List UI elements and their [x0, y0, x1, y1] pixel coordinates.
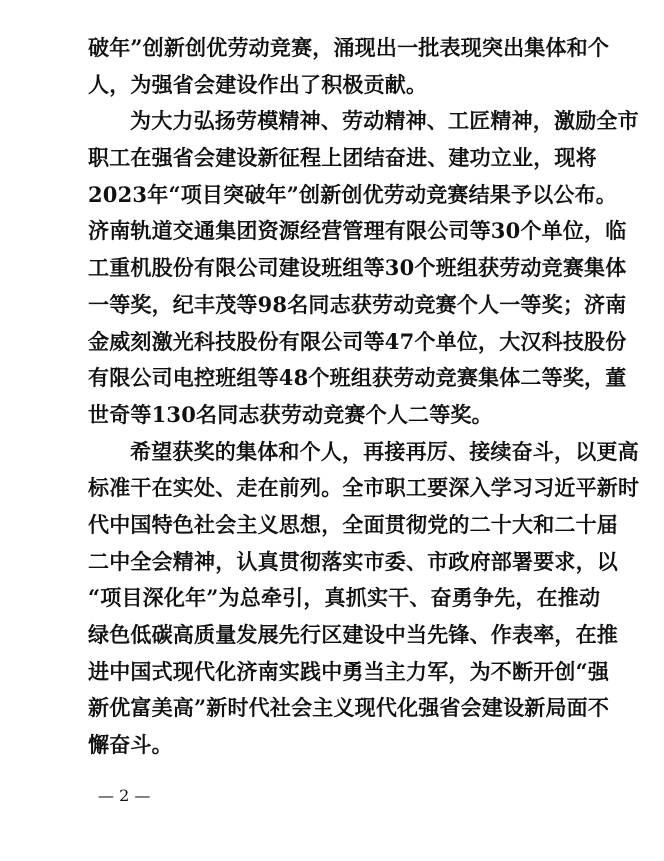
paragraph-line: 职工在强省会建设新征程上团结奋进、建功立业，现将: [88, 145, 597, 171]
paragraph-line: 二中全会精神，认真贯彻落实市委、市政府部署要求，以: [88, 548, 618, 574]
paragraph-line: 2023年“项目突破年”创新创优劳动竞赛结果予以公布。: [88, 181, 618, 207]
paragraph-line: 为大力弘扬劳模精神、劳动精神、工匠精神，激励全市: [130, 108, 639, 134]
paragraph-line: 绿色低碳高质量发展先行区建设中当先锋、作表率，在推: [88, 622, 618, 647]
paragraph-line: 金威刻激光科技股份有限公司等47个单位，大汉科技股份: [88, 328, 627, 354]
paragraph-line: 懈奋斗。: [88, 732, 173, 758]
paragraph-line: 一等奖，纪丰茂等98名同志获劳动竞赛个人一等奖；济南: [88, 291, 627, 317]
paragraph-line: 进中国式现代化济南实践中勇当主力军，为不断开创“强: [88, 658, 610, 684]
paragraph-line: 有限公司电控班组等48个班组获劳动竞赛集体二等奖，董: [88, 365, 627, 391]
paragraph-line: 标准干在实处、走在前列。全市职工要深入学习习近平新时: [88, 475, 640, 501]
body-text: [88, 30, 640, 764]
paragraph-line: 济南轨道交通集团资源经营管理有限公司等30个单位，临: [88, 218, 627, 244]
paragraph-line: 希望获奖的集体和个人，再接再厉、接续奋斗，以更高: [130, 438, 639, 464]
paragraph-line: “项目深化年”为总牵引，真抓实干、奋勇争先，在推动: [88, 585, 601, 611]
paragraph-line: 代中国特色社会主义思想，全面贯彻党的二十大和二十届: [88, 511, 618, 537]
paragraph-line: 新优富美高”新时代社会主义现代化强省会建设新局面不: [88, 695, 610, 721]
paragraph-line: 工重机股份有限公司建设班组等30个班组获劳动竞赛集体: [88, 255, 627, 281]
paragraph-line: 破年”创新创优劳动竞赛，涌现出一批表现突出集体和个: [88, 35, 610, 60]
paragraph-line: 世奇等130名同志获劳动竞赛个人二等奖。: [88, 401, 493, 427]
paragraph-line: 人，为强省会建设作出了积极贡献。: [88, 71, 428, 97]
page-number: — 2 —: [98, 786, 151, 805]
